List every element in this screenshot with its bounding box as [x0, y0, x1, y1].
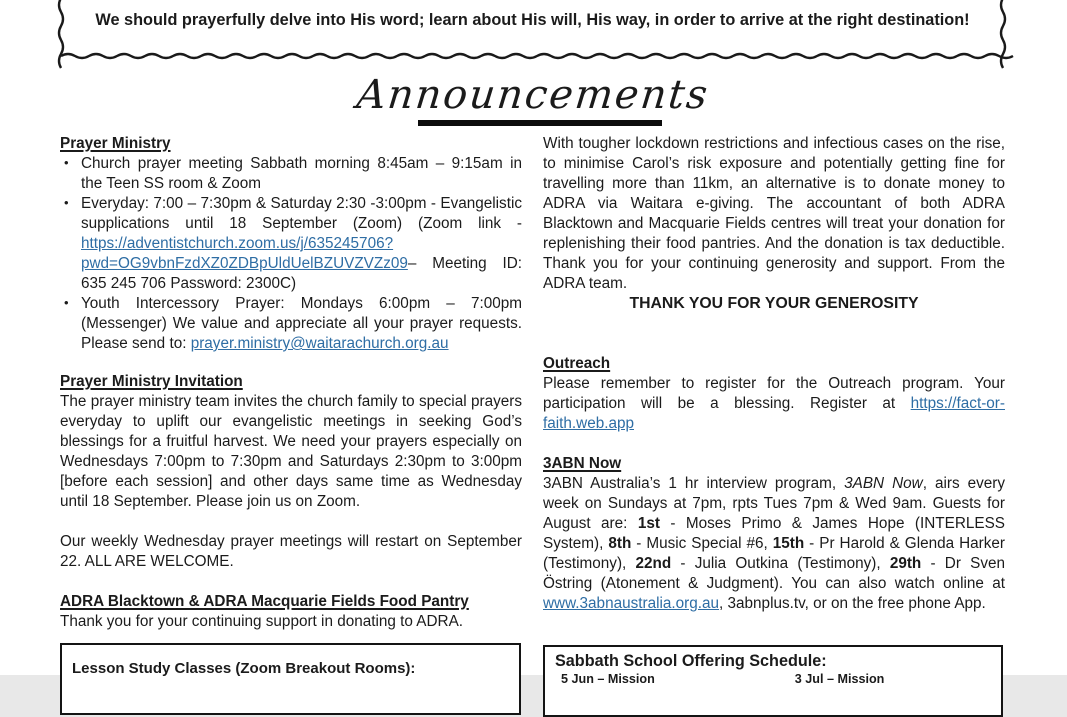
- section-heading-adra-food-pantry: ADRA Blacktown & ADRA Macquarie Fields Food Pantry: [60, 593, 469, 610]
- text-segment: , 3abnplus.tv, or on the free phone App.: [719, 595, 986, 612]
- text-segment: - Pr Harold & Glenda Harker (Testimony),: [543, 535, 1006, 572]
- lesson-study-classes-box: [60, 643, 521, 715]
- quote-banner: [59, 0, 1006, 60]
- list-item: [60, 154, 522, 194]
- text-segment: - Dr Sven Östring (Atonement & Judgment). You can also watch online at: [543, 555, 1006, 592]
- 3abn-website-link[interactable]: www.3abnaustralia.org.au: [543, 595, 720, 612]
- prayer-ministry-list: [60, 154, 522, 354]
- announcements-underline: [418, 120, 662, 126]
- offering-schedule-box: [543, 645, 1003, 717]
- offering-box-heading: Sabbath School Offering Schedule:: [555, 652, 827, 670]
- section-heading-prayer-ministry-invitation: Prayer Ministry Invitation: [60, 373, 243, 390]
- lesson-box-heading: Lesson Study Classes (Zoom Breakout Rooms):: [72, 660, 416, 677]
- outreach-register-link[interactable]: https://fact-or-faith.web.app: [543, 395, 1005, 432]
- text-segment: 3ABN Australia’s 1 hr interview program,: [543, 475, 845, 492]
- announcements-title: Announcements: [355, 72, 712, 118]
- text-segment: – Meeting ID: 635 245 706 Password: 2300C): [81, 255, 522, 292]
- left-column: [60, 134, 522, 632]
- section-heading-3abn-now: 3ABN Now: [543, 455, 622, 472]
- text-segment: 8th: [608, 535, 632, 552]
- banner-quote: We should prayerfully delve into His word; learn about His will, His way, in order to arrive at the right destination!: [95, 11, 970, 29]
- text-segment: 1st: [637, 515, 660, 532]
- text-segment: Everyday: 7:00 – 7:30pm & Saturday 2:30 -3:00pm - Evangelistic supplications until 18 September (Zoom) (Zoom link -: [81, 195, 522, 232]
- prayer-ministry-email-link[interactable]: prayer.ministry@waitarachurch.org.au: [190, 335, 449, 352]
- text-segment: 22nd: [635, 555, 672, 572]
- zoom-meeting-link[interactable]: https://adventistchurch.zoom.us/j/635245706?pwd=OG9vbnFzdXZ0ZDBpUldUelBZUVZVZz09: [81, 235, 408, 272]
- list-item: [60, 194, 522, 294]
- announcements-heading: [0, 72, 1067, 126]
- offering-item: 3 Jul – Mission: [794, 672, 885, 686]
- thank-you-line: THANK YOU FOR YOUR GENEROSITY: [629, 295, 919, 312]
- outreach-paragraph: [543, 374, 1005, 434]
- text-segment: 29th: [889, 555, 922, 572]
- offering-schedule-row: [555, 672, 991, 687]
- section-heading-outreach: Outreach: [543, 355, 611, 372]
- adra-thanks-line: Thank you for your continuing support in donating to ADRA.: [60, 613, 464, 630]
- adra-continued-paragraph: With tougher lockdown restrictions and infectious cases on the rise, to minimise Carol’s risk exposure and potentially getting fine for travelling more than 11km, an alternative is to donate money to ADRA via Waitara e-giving. The accountant of both ADRA Blacktown and Macquarie Fields centres will treat your donation for replenishing their food pantries. And the donation is tax deductible. Thank you for your continuing generosity and support. From the ADRA team.: [543, 135, 1005, 292]
- content-columns: [60, 134, 1006, 632]
- section-heading-prayer-ministry: Prayer Ministry: [60, 135, 171, 152]
- text-segment: - Moses Primo & James Hope (INTERLESS System),: [543, 515, 1005, 552]
- invitation-paragraph-2: Our weekly Wednesday prayer meetings will restart on September 22. ALL ARE WELCOME.: [60, 533, 522, 570]
- text-segment: Church prayer meeting Sabbath morning 8:45am – 9:15am in the Teen SS room & Zoom: [81, 155, 522, 192]
- text-segment: - Music Special #6,: [631, 535, 773, 552]
- text-segment: , airs every week on Sundays at 7pm, rpts Tues 7pm & Wed 9am. Guests for August are:: [543, 475, 1006, 532]
- text-segment: 3ABN Now: [844, 475, 923, 492]
- text-segment: Youth Intercessory Prayer: Mondays 6:00pm – 7:00pm (Messenger) We value and appreciate all your prayer requests. Please send to:: [81, 295, 522, 352]
- text-segment: 15th: [772, 535, 805, 552]
- invitation-paragraph: The prayer ministry team invites the church family to special prayers everyday to uplift our evangelistic meetings in seeking God’s blessings for a fruitful harvest. We need your prayers especially on Wednesdays 7:00pm to 7:30pm and Saturdays 2:30pm to 3:00pm [before each session] and other days same time as Wednesday until 18 September. Please join us on Zoom.: [60, 393, 522, 510]
- 3abn-paragraph: [543, 474, 1005, 614]
- list-item: [60, 294, 522, 354]
- right-column: [543, 134, 1005, 632]
- text-segment: - Julia Outkina (Testimony),: [671, 555, 890, 572]
- offering-item: 5 Jun – Mission: [561, 672, 655, 686]
- text-segment: Please remember to register for the Outreach program. Your participation will be a blessing. Register at: [543, 375, 1005, 412]
